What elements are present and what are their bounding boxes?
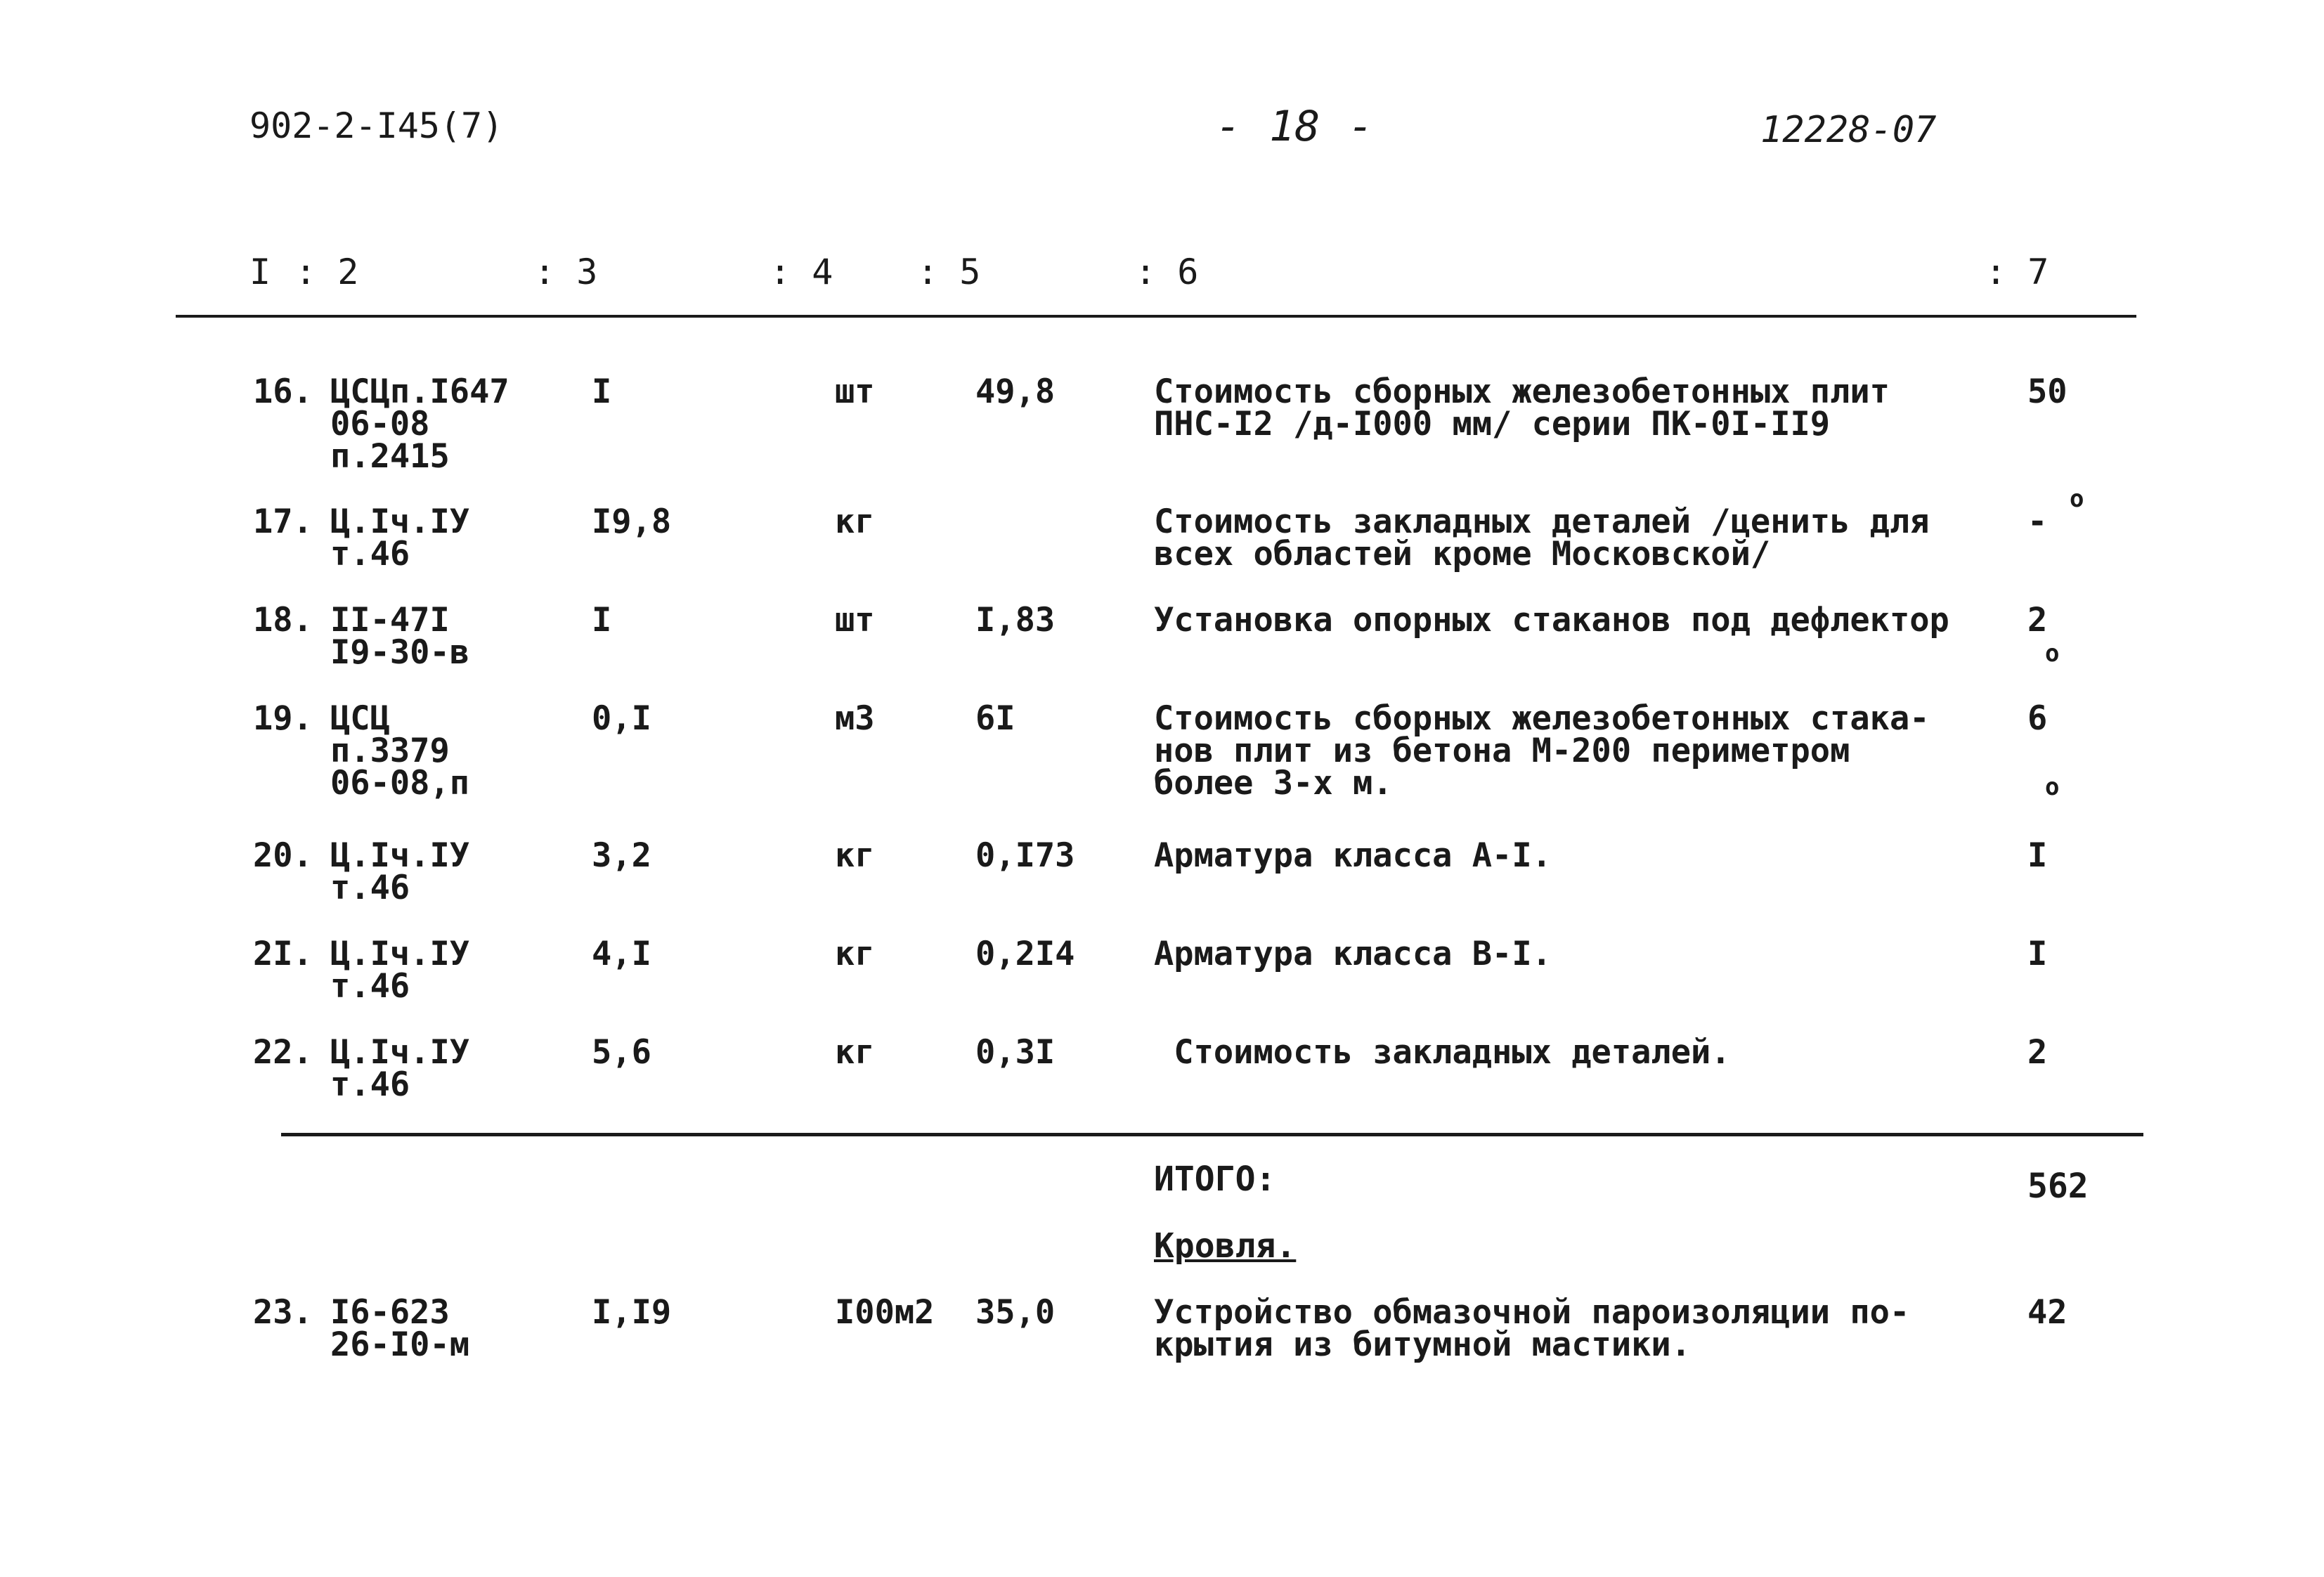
column-header-2: : 2 <box>295 252 359 292</box>
row-number: 2I. <box>253 935 313 973</box>
row-total: I <box>2027 935 2048 973</box>
description-line: крытия из битумной мастики. <box>1154 1325 1692 1364</box>
description-line: более 3-х м. <box>1154 764 1393 803</box>
margin-mark: o <box>2045 640 2060 668</box>
row-price: 49,8 <box>975 372 1056 411</box>
code-line: т.46 <box>330 869 410 907</box>
page-number: - 18 - <box>1216 102 1374 151</box>
column-header-3: : 3 <box>534 252 598 292</box>
row-description <box>1154 699 1962 803</box>
total-divider <box>281 1133 2143 1136</box>
row-code <box>330 601 470 672</box>
row-price: 0,3I <box>975 1033 1056 1072</box>
code-line: I9-30-в <box>330 633 470 672</box>
row-number: 17. <box>253 502 313 541</box>
archive-number: 12228-07 <box>1760 109 1937 151</box>
row-total: 50 <box>2027 372 2067 411</box>
row-number: 20. <box>253 836 313 875</box>
code-line: 06-08 <box>330 405 430 443</box>
margin-mark: o <box>2070 485 2084 513</box>
row-quantity: 0,I <box>592 699 651 738</box>
code-line: т.46 <box>330 535 410 573</box>
description-line: Стоимость закладных деталей /ценить для <box>1154 502 1930 541</box>
code-line: II-47I <box>330 601 450 640</box>
row-code <box>330 502 470 573</box>
column-header-6: : 6 <box>1135 252 1199 292</box>
row-description <box>1154 935 1962 973</box>
row-quantity: 5,6 <box>592 1033 651 1072</box>
row-price: 35,0 <box>975 1293 1056 1332</box>
column-header-1: I <box>249 252 271 292</box>
description-line: всех областей кроме Московской/ <box>1154 535 1771 573</box>
code-line: п.2415 <box>330 437 450 476</box>
row-unit: м3 <box>835 699 875 738</box>
row-code <box>330 372 509 476</box>
code-line: Ц.Iч.IУ <box>330 836 470 875</box>
row-unit: шт <box>835 601 875 640</box>
row-description <box>1154 1293 1962 1364</box>
document-code: 902-2-I45(7) <box>249 105 504 146</box>
row-quantity: I <box>592 372 612 411</box>
row-description <box>1154 836 1962 875</box>
section-title: Кровля. <box>1154 1226 1297 1266</box>
row-price: 0,I73 <box>975 836 1075 875</box>
row-unit: I00м2 <box>835 1293 935 1332</box>
row-total: - <box>2027 502 2048 541</box>
row-code <box>330 699 470 803</box>
code-line: ЦCЦп.I647 <box>330 372 509 411</box>
row-total: 2 <box>2027 601 2048 640</box>
row-number: 16. <box>253 372 313 411</box>
code-line: Ц.Iч.IУ <box>330 1033 470 1072</box>
description-line: Установка опорных стаканов под дефлектор <box>1154 601 1949 640</box>
code-line: 26-I0-м <box>330 1325 470 1364</box>
code-line: Ц.Iч.IУ <box>330 935 470 973</box>
row-unit: кг <box>835 836 875 875</box>
row-number: 22. <box>253 1033 313 1072</box>
page-number-value: 18 <box>1269 102 1320 151</box>
row-unit: шт <box>835 372 875 411</box>
description-line: Стоимость сборных железобетонных стака- <box>1154 699 1930 738</box>
row-number: 18. <box>253 601 313 640</box>
row-total: I <box>2027 836 2048 875</box>
row-total: 2 <box>2027 1033 2048 1072</box>
row-code <box>330 1293 470 1364</box>
row-total: 42 <box>2027 1293 2067 1332</box>
code-line: т.46 <box>330 1065 410 1104</box>
column-header-5: : 5 <box>917 252 981 292</box>
row-code <box>330 1033 470 1104</box>
row-quantity: 4,I <box>592 935 651 973</box>
code-line: Ц.Iч.IУ <box>330 502 470 541</box>
row-description <box>1154 502 1962 573</box>
row-price: 0,2I4 <box>975 935 1075 973</box>
header-divider <box>176 315 2136 318</box>
row-price: I,83 <box>975 601 1056 640</box>
row-unit: кг <box>835 502 875 541</box>
description-line: Арматура класса А-I. <box>1154 836 1552 875</box>
column-header-4: : 4 <box>770 252 833 292</box>
row-number: 19. <box>253 699 313 738</box>
description-line: ПНС-I2 /д-I000 мм/ серии ПК-0I-II9 <box>1154 405 1831 443</box>
row-total: 6 <box>2027 699 2048 738</box>
description-line: нов плит из бетона М-200 периметром <box>1154 732 1850 770</box>
row-price: 6I <box>975 699 1015 738</box>
code-line: т.46 <box>330 967 410 1006</box>
code-line: 06-08,п <box>330 764 470 803</box>
code-line: п.3379 <box>330 732 450 770</box>
row-number: 23. <box>253 1293 313 1332</box>
code-line: ЦCЦ <box>330 699 390 738</box>
row-quantity: I <box>592 601 612 640</box>
description-line: Устройство обмазочной пароизоляции по- <box>1154 1293 1910 1332</box>
row-code <box>330 935 470 1006</box>
margin-mark: o <box>2045 773 2060 801</box>
code-line: I6-623 <box>330 1293 450 1332</box>
row-quantity: I,I9 <box>592 1293 672 1332</box>
description-line: Стоимость закладных деталей. <box>1154 1033 1731 1072</box>
row-unit: кг <box>835 935 875 973</box>
row-code <box>330 836 470 907</box>
row-description <box>1154 1033 1962 1072</box>
description-line: Стоимость сборных железобетонных плит <box>1154 372 1890 411</box>
row-quantity: 3,2 <box>592 836 651 875</box>
description-line: Арматура класса В-I. <box>1154 935 1552 973</box>
row-description <box>1154 372 1962 443</box>
row-unit: кг <box>835 1033 875 1072</box>
row-quantity: I9,8 <box>592 502 672 541</box>
total-label: ИТОГО: <box>1154 1160 1276 1199</box>
column-header-7: : 7 <box>1985 252 2049 292</box>
row-description <box>1154 601 1962 640</box>
total-value: 562 <box>2027 1167 2089 1206</box>
